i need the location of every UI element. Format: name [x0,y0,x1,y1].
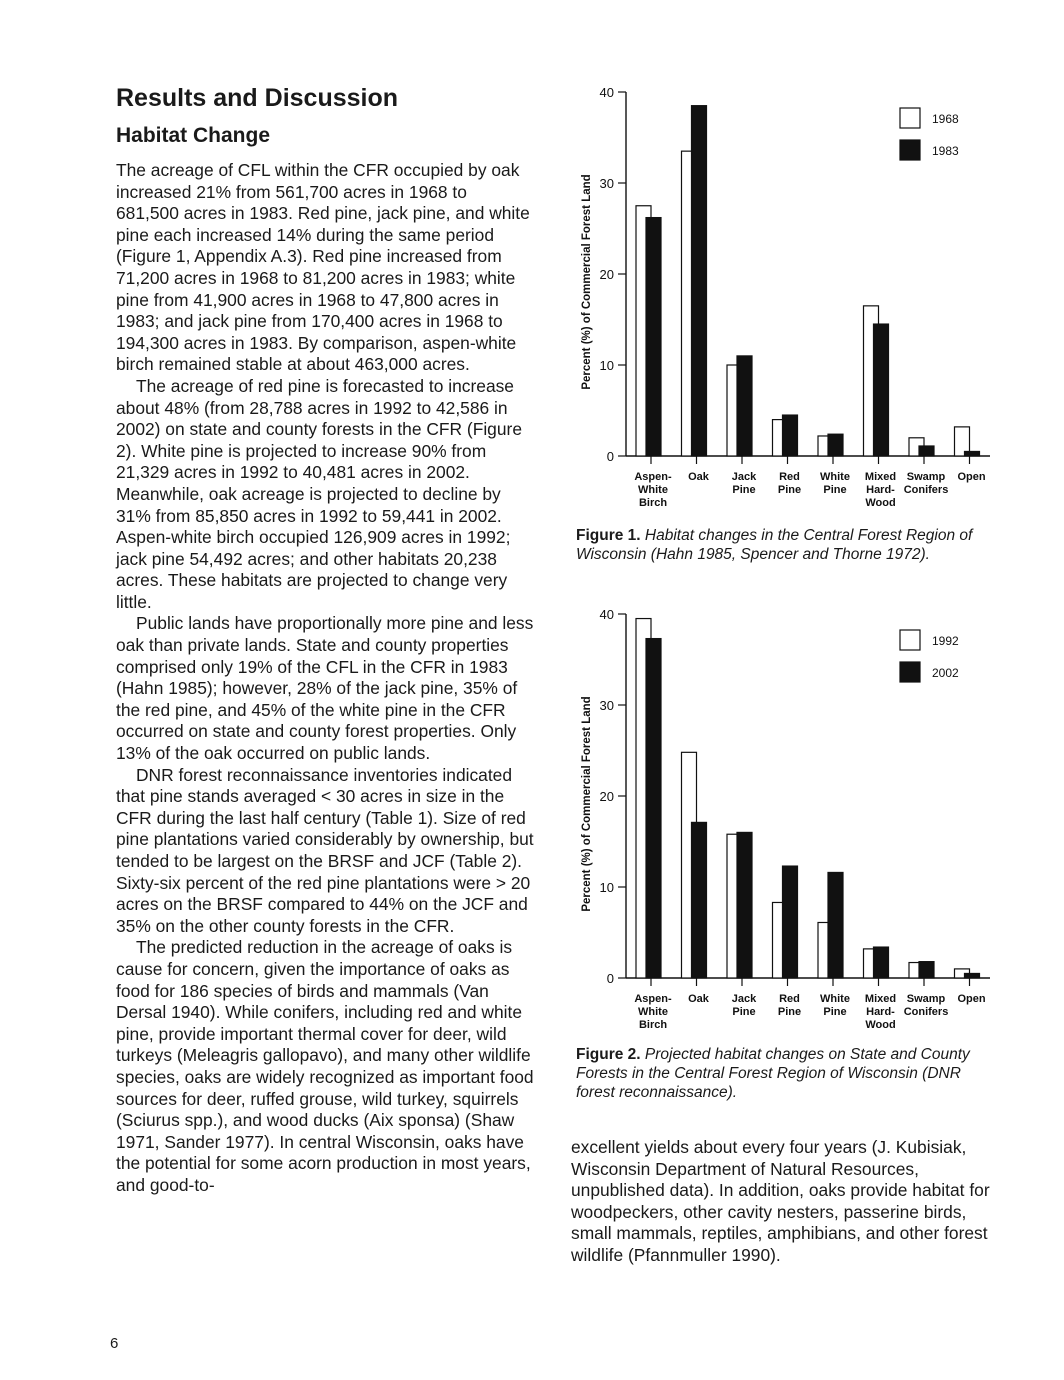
x-category-label-line: Swamp [906,993,946,1005]
page-number: 6 [110,1335,119,1352]
y-tick-label: 0 [606,449,614,464]
x-category-label-line: Hard- [866,484,895,496]
figure-1-caption [576,526,996,564]
body-text-left [116,160,534,1197]
x-category-label [865,993,896,1031]
x-category-label [634,471,672,509]
figure-1-svg [560,78,1000,518]
x-category-label [957,471,985,483]
x-category-label-line: White [820,471,850,483]
x-category-label [778,471,801,496]
x-category-label-line: White [638,484,668,496]
bar-2002 [874,947,889,978]
x-category-label [732,993,757,1018]
x-category-label [688,993,710,1005]
bar-2002 [828,872,843,978]
legend-label: 1992 [932,634,959,648]
y-tick-label: 10 [599,358,614,373]
y-tick-label: 40 [599,607,614,622]
x-category-label [865,471,896,509]
x-category-label [688,471,710,483]
x-category-label-line: Mixed [864,993,897,1005]
figure-2-svg [560,600,1000,1040]
y-tick-label: 20 [599,789,614,804]
body-text-right [571,1137,991,1267]
x-category-label [732,471,757,496]
x-category-label-line: Aspen- [634,471,672,483]
y-tick-label: 0 [606,971,614,986]
section-title: Results and Discussion [116,84,399,112]
paragraph: DNR forest reconnaissance inventories indicated that pine stands averaged < 30 acres in size in the CFR during the last half century (Table 1). Size of red pine plantations varied considerably by ownership, but tended to be largest on the BRSF and JCF (Table 2). Sixty-six percent of the red pine plantations were > 20 acres on the BRSF compared to 44% on the JCF and 35% on the other county forests in the CFR. [116,764,534,936]
x-category-label-line: Pine [777,1006,802,1018]
y-axis-label: Percent (%) of Commercial Forest Land [581,174,593,390]
figure-2-caption-text: Projected habitat changes on State and County Forests in the Central Forest Region of Wisconsin (DNR forest reconnaissance). [576,1046,970,1101]
legend-label: 1983 [932,144,959,158]
y-tick-label: 30 [599,698,614,713]
x-category-label-line: Open [957,471,986,483]
paragraph: The acreage of red pine is forecasted to increase about 48% (from 28,788 acres in 1992 to 42,586 in 2002) on state and county forests in the CFR (Figure 2). White pine is projected to increase 90% from 21,329 acres in 1992 to 40,481 acres in 2002. Meanwhile, oak acreage is projected to decline by 31% from 85,850 acres in 1992 to 59,441 in 2002. Aspen-white birch occupied 126,909 acres in 1992; jack pine 54,492 acres; and other habitats 20,238 acres. These habitats are projected to change very little. [116,375,522,612]
x-category-label [820,993,850,1018]
figure-1-label: Figure 1. [576,527,641,544]
x-category-label-line: Conifers [903,1006,949,1018]
figure-2-caption [576,1045,996,1102]
figure-2-label: Figure 2. [576,1046,641,1063]
bar-2002 [965,973,980,978]
figure-1-caption-text: Habitat changes in the Central Forest Region of Wisconsin (Hahn 1985, Spencer and Thorne 1972). [576,527,973,563]
x-category-label-line: Pine [823,1006,847,1018]
x-category-label-line: Conifers [903,484,949,496]
x-category-label-line: White [638,1006,668,1018]
x-category-label-line: Oak [688,471,709,483]
subsection-title: Habitat Change [116,124,271,147]
legend-label: 2002 [932,666,959,680]
bar-1983 [965,451,980,456]
bar-1983 [919,446,934,456]
x-category-label-line: Red [779,471,800,483]
figure-1-chart [560,78,1000,518]
x-category-label [904,993,949,1018]
bar-2002 [692,822,707,978]
legend-swatch-2002 [900,662,920,682]
bar-1983 [692,106,707,456]
paragraph: excellent yields about every four years (J. Kubisiak, Wisconsin Department of Natural Resources, unpublished data). In addition, oaks provide habitat for woodpeckers, other cavity nesters, passerine birds, small mammals, reptiles, amphibians, and other forest wildlife (Pfannmuller 1990). [571,1137,990,1265]
y-tick-label: 30 [599,176,614,191]
x-category-label-line: Swamp [906,471,946,483]
y-tick-label: 20 [599,267,614,282]
x-category-label-line: Pine [823,484,847,496]
legend-swatch-1992 [900,630,920,650]
x-category-label-line: Aspen- [634,993,672,1005]
x-category-label-line: Red [779,993,800,1005]
paragraph: The acreage of CFL within the CFR occupied by oak increased 21% from 561,700 acres in 1968 to 681,500 acres in 1983. Red pine, jack pine, and white pine each increased 14% during the same period (Figure 1, Appendix A.3). Red pine increased from 71,200 acres in 1968 to 81,200 acres in 1983; white pine from 41,900 acres in 1968 to 47,800 acres in 1983; and jack pine from 170,400 acres in 1968 to 194,300 acres in 1983. By comparison, aspen-white birch remained stable at about 463,000 acres. [116,160,530,375]
x-category-label [820,471,850,496]
x-category-label [778,993,801,1018]
bar-2002 [783,866,798,978]
x-category-label-line: Birch [638,1019,668,1031]
x-category-label-line: Pine [732,484,756,496]
legend-swatch-1983 [900,140,920,160]
bar-1983 [646,218,661,456]
paragraph: The predicted reduction in the acreage of oaks is cause for concern, given the importance of oaks as food for 186 species of birds and mammals (Van Dersal 1940). While conifers, including red and white pine, provide important thermal cover for deer, wild turkeys (Meleagris gallopavo), and many other wildlife species, oaks are widely recognized as important food sources for deer, ruffed grouse, wild turkey, squirrels (Sciurus spp.), and wood ducks (Aix sponsa) (Shaw 1971, Sander 1977). In central Wisconsin, oaks have the potential for some acorn production in most years, and good-to- [116,937,534,1195]
paragraph: Public lands have proportionally more pine and less oak than private lands. State and county properties comprised only 19% of the CFL in the CFR in 1983 (Hahn 1985); however, 28% of the jack pine, 35% of the red pine, and 45% of the white pine in the CFR occurred on state and county forest properties. Only 13% of the oak occurred on public lands. [116,613,534,764]
legend-swatch-1968 [900,108,920,128]
x-category-label-line: Pine [777,484,802,496]
x-category-label-line: Mixed [864,471,897,483]
x-category-label-line: Wood [865,1019,896,1031]
left-column [116,82,534,1197]
legend-label: 1968 [932,112,959,126]
x-category-label [957,993,985,1005]
bar-1983 [874,324,889,456]
x-category-label [634,993,672,1031]
x-category-label [904,471,949,496]
y-axis-label: Percent (%) of Commercial Forest Land [581,696,593,912]
x-category-label-line: Wood [865,497,896,509]
x-category-label-line: Pine [732,1006,756,1018]
x-category-label-line: Jack [731,471,757,483]
bar-1983 [783,415,798,456]
y-tick-label: 40 [599,85,614,100]
figure-2-chart [560,600,1000,1040]
x-category-label-line: Jack [731,993,757,1005]
x-category-label-line: Open [957,993,986,1005]
x-category-label-line: White [820,993,850,1005]
x-category-label-line: Birch [638,497,668,509]
x-category-label-line: Oak [688,993,709,1005]
bar-2002 [646,639,661,978]
x-category-label-line: Hard- [866,1006,895,1018]
bar-2002 [737,832,752,978]
bar-2002 [919,962,934,978]
y-tick-label: 10 [599,880,614,895]
bar-1983 [737,356,752,456]
bar-1983 [828,434,843,456]
